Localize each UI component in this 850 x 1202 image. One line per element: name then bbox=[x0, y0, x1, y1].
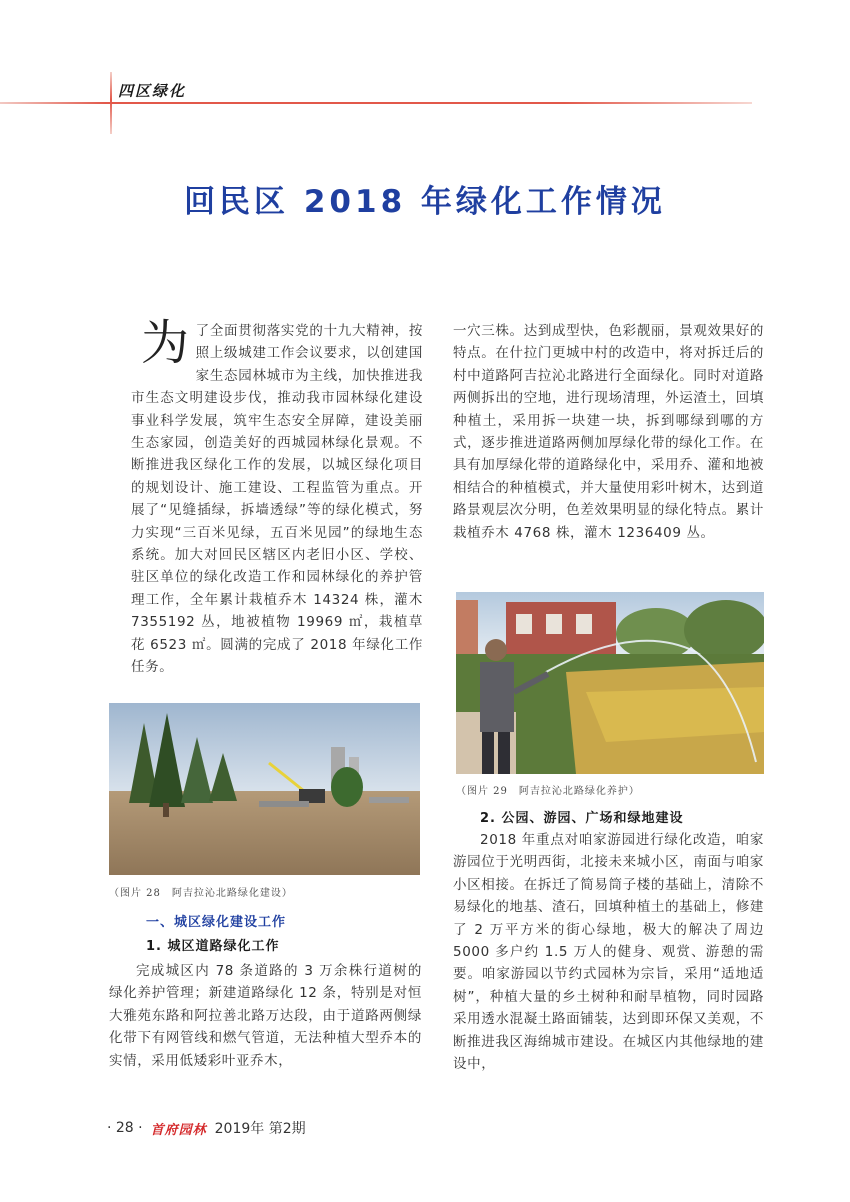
road-greening-paragraph: 完成城区内 78 条道路的 3 万余株行道树的绿化养护管理；新建道路绿化 12 条，特别是对恒大雅苑东路和阿拉善北路万达段，由于道路两侧绿化带下有网管线和燃气管道，无法种植大型乔本的实情，采用低矮彩叶亚乔木， bbox=[109, 963, 422, 1069]
header-horizontal-rule bbox=[0, 102, 752, 104]
intro-column bbox=[131, 315, 423, 679]
issue-label: 2019年 第2期 bbox=[214, 1121, 306, 1137]
figure-28-caption: （图片 28 阿吉拉沁北路绿化建设） bbox=[109, 888, 293, 899]
intro-paragraph bbox=[131, 315, 423, 679]
parks-paragraph: 2018 年重点对咱家游园进行绿化改造，咱家游园位于光明西街，北接未来城小区，南面与咱家小区相接。在拆迁了简易筒子楼的基础上，清除不易绿化的地基、渣石，回填种植土的基础上，修建了 2 万平方米的街心绿地，极大的解决了周边 5000 多户约 1.5 万人的健身、观赏、游憩的需要。咱家游园以节约式园林为宗旨，采用“适地适树”，种植大量的乡土树种和耐旱植物，同时园路采用透水混凝土路面铺装，达到即环保又美观，不断推进我区海绵城市建设。在城区内其他绿地的建设中， bbox=[453, 832, 764, 1073]
article-title: 回民区 2018 年绿化工作情况 bbox=[184, 184, 666, 220]
page-number: · 28 · bbox=[107, 1120, 143, 1136]
photo-watering bbox=[456, 592, 764, 774]
road-greening-continued: 一穴三株。达到成型快，色彩靓丽，景观效果好的特点。在什拉门更城中村的改造中，将对拆迁后的村中道路阿吉拉沁北路进行全面绿化。同时对道路两侧拆出的空地，进行现场清理，外运渣土，回填种植土，采用拆一块建一块，拆到哪绿到哪的方式，逐步推进道路两侧加厚绿化带的绿化工作。在具有加厚绿化带的道路绿化中，采用乔、灌和地被相结合的种植模式，并大量使用彩叶树木，达到道路景观层次分明，色差效果明显的绿化特点。累计栽植乔木 4768 株，灌木 1236409 丛。 bbox=[453, 323, 764, 541]
section-heading-1: 一、城区绿化建设工作 bbox=[146, 915, 287, 930]
right-column-continuation bbox=[453, 320, 764, 544]
photo-watering-image bbox=[456, 592, 764, 774]
subheading-road-greening: 1. 城区道路绿化工作 bbox=[146, 939, 280, 954]
dropcap: 为 bbox=[141, 315, 190, 371]
page-footer bbox=[107, 1118, 306, 1138]
road-greening-column bbox=[109, 960, 422, 1072]
magazine-logo: 首府园林 bbox=[150, 1122, 207, 1138]
intro-text: 了全面贯彻落实党的十九大精神，按照上级城建工作会议要求，以创建国家生态园林城市为主线，加快推进我市生态文明建设步伐，推动我市园林绿化建设事业科学发展，筑牢生态安全屏障，建设美丽生态家园，创造美好的西城园林绿化景观。不断推进我区绿化工作的发展，以城区绿化项目的规划设计、施工建设、工程监管为重点。开展了“见缝插绿，拆墙透绿”等的绿化模式，努力实现“三百米见绿，五百米见园”的绿地生态系统。加大对回民区辖区内老旧小区、学校、驻区单位的绿化改造工作和园林绿化的养护管理工作，全年累计栽植乔木 14324 株，灌木 7355192 丛，地被植物 19969 ㎡，栽植草花 6523 ㎡。圆满的完成了 2018 年绿化工作任务。 bbox=[131, 323, 423, 676]
parks-column bbox=[453, 829, 764, 1075]
figure-29-caption: （图片 29 阿吉拉沁北路绿化养护） bbox=[456, 786, 640, 797]
section-label: 四区绿化 bbox=[118, 82, 187, 100]
photo-road-planting-image bbox=[109, 703, 420, 875]
subheading-parks: 2. 公园、游园、广场和绿地建设 bbox=[480, 811, 684, 826]
photo-road-planting bbox=[109, 703, 420, 875]
